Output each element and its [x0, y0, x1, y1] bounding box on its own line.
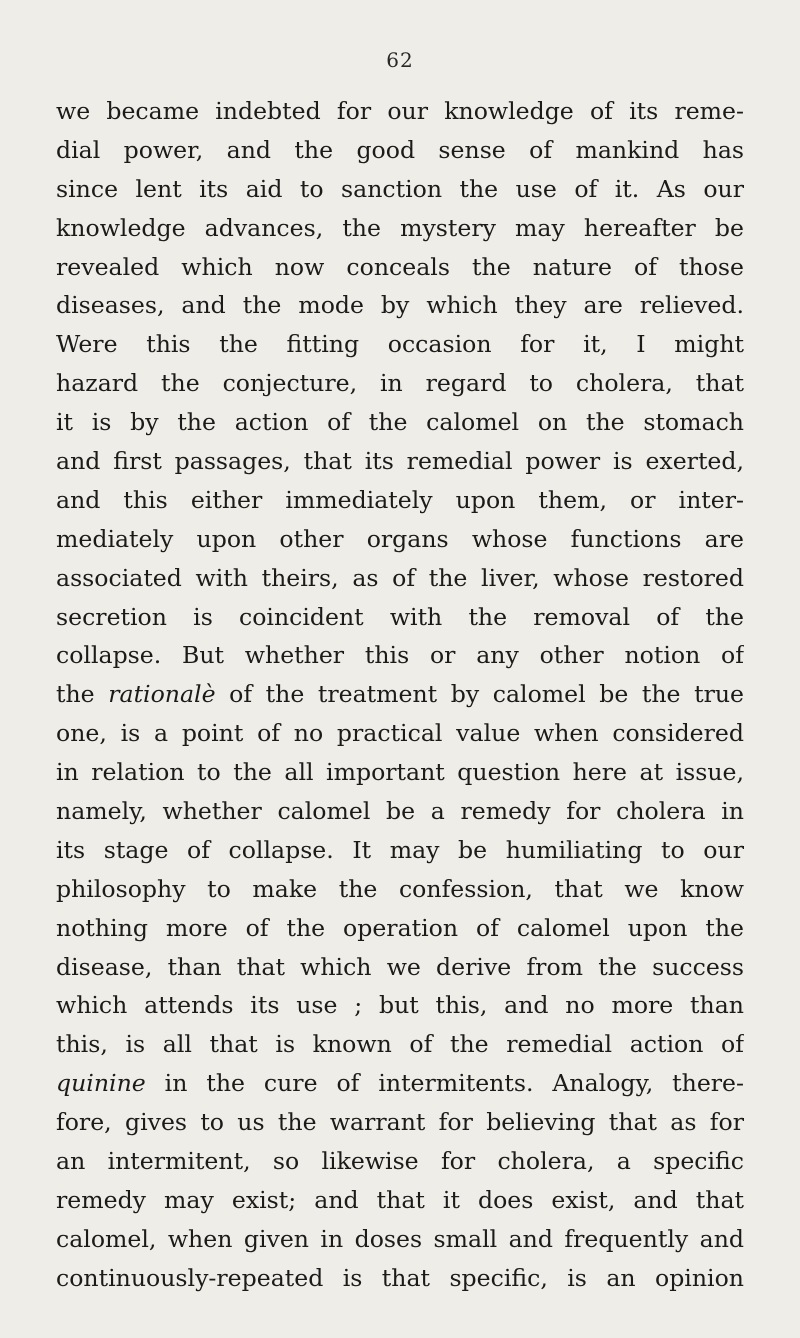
body-text	[56, 92, 744, 1298]
text-segment: and this either immediately upon them, or inter-	[56, 485, 744, 514]
text-segment: fore, gives to us the warrant for believing that as for	[56, 1108, 744, 1137]
italic-text: rationalè	[108, 680, 216, 709]
text-line	[56, 481, 744, 520]
text-line	[56, 1103, 744, 1142]
text-line	[56, 714, 744, 753]
text-segment: and first passages, that its remedial power is exerted,	[56, 447, 744, 476]
text-segment: secretion is coincident with the removal of the	[56, 602, 744, 631]
text-line	[56, 209, 744, 248]
text-segment: disease, than that which we derive from the success	[56, 952, 744, 981]
text-segment: an intermitent, so likewise for cholera, a specific	[56, 1147, 744, 1176]
text-segment: collapse. But whether this or any other notion of	[56, 641, 744, 670]
page-number: 62	[386, 48, 414, 72]
text-line	[56, 131, 744, 170]
text-segment: one, is a point of no practical value when considered	[56, 719, 744, 748]
text-segment: associated with theirs, as of the liver, whose restored	[56, 563, 744, 592]
text-segment: in the cure of intermitents. Analogy, there-	[145, 1069, 744, 1098]
text-segment: continuously-repeated is that specific, is an opinion	[56, 1263, 744, 1292]
text-line	[56, 1142, 744, 1181]
text-line	[56, 1181, 744, 1220]
text-segment: since lent its aid to sanction the use of it. As our	[56, 174, 744, 203]
text-line	[56, 248, 744, 287]
text-segment: it is by the action of the calomel on the stomach	[56, 408, 744, 437]
text-segment: diseases, and the mode by which they are relieved.	[56, 291, 744, 320]
text-line	[56, 520, 744, 559]
text-segment: of the treatment by calomel be the true	[215, 680, 744, 709]
text-line	[56, 286, 744, 325]
text-segment: namely, whether calomel be a remedy for cholera in	[56, 797, 744, 826]
text-segment: revealed which now conceals the nature of those	[56, 252, 744, 281]
text-line	[56, 675, 744, 714]
text-line	[56, 986, 744, 1025]
text-line	[56, 1259, 744, 1298]
text-segment: in relation to the all important question here at issue,	[56, 758, 744, 787]
text-line	[56, 364, 744, 403]
text-line	[56, 170, 744, 209]
text-segment: this, is all that is known of the remedial action of	[56, 1030, 744, 1059]
text-segment: philosophy to make the confession, that we know	[56, 874, 744, 903]
text-line	[56, 598, 744, 637]
text-line	[56, 831, 744, 870]
text-segment: mediately upon other organs whose functions are	[56, 524, 744, 553]
text-segment: we became indebted for our knowledge of its reme-	[56, 97, 744, 125]
text-line	[56, 403, 744, 442]
text-line	[56, 792, 744, 831]
text-line	[56, 753, 744, 792]
text-segment: knowledge advances, the mystery may hereafter be	[56, 213, 744, 242]
text-line	[56, 559, 744, 598]
italic-text: quinine	[56, 1069, 146, 1098]
text-segment: which attends its use ; but this, and no more than	[56, 991, 744, 1020]
text-line	[56, 1025, 744, 1064]
text-line	[56, 909, 744, 948]
text-segment: hazard the conjecture, in regard to cholera, that	[56, 369, 744, 398]
text-line	[56, 870, 744, 909]
text-segment: nothing more of the operation of calomel upon the	[56, 913, 744, 942]
text-line	[56, 948, 744, 987]
text-segment: Were this the fitting occasion for it, I might	[56, 330, 744, 359]
text-line	[56, 1220, 744, 1259]
text-segment: the	[56, 680, 109, 709]
text-line	[56, 442, 744, 481]
text-segment: calomel, when given in doses small and frequently and	[56, 1224, 744, 1253]
text-segment: its stage of collapse. It may be humiliating to our	[56, 835, 744, 864]
text-segment: remedy may exist; and that it does exist, and that	[56, 1185, 744, 1214]
text-line	[56, 636, 744, 675]
text-line	[56, 92, 744, 131]
text-segment: dial power, and the good sense of mankind has	[56, 135, 744, 164]
text-line	[56, 1064, 744, 1103]
text-line	[56, 325, 744, 364]
